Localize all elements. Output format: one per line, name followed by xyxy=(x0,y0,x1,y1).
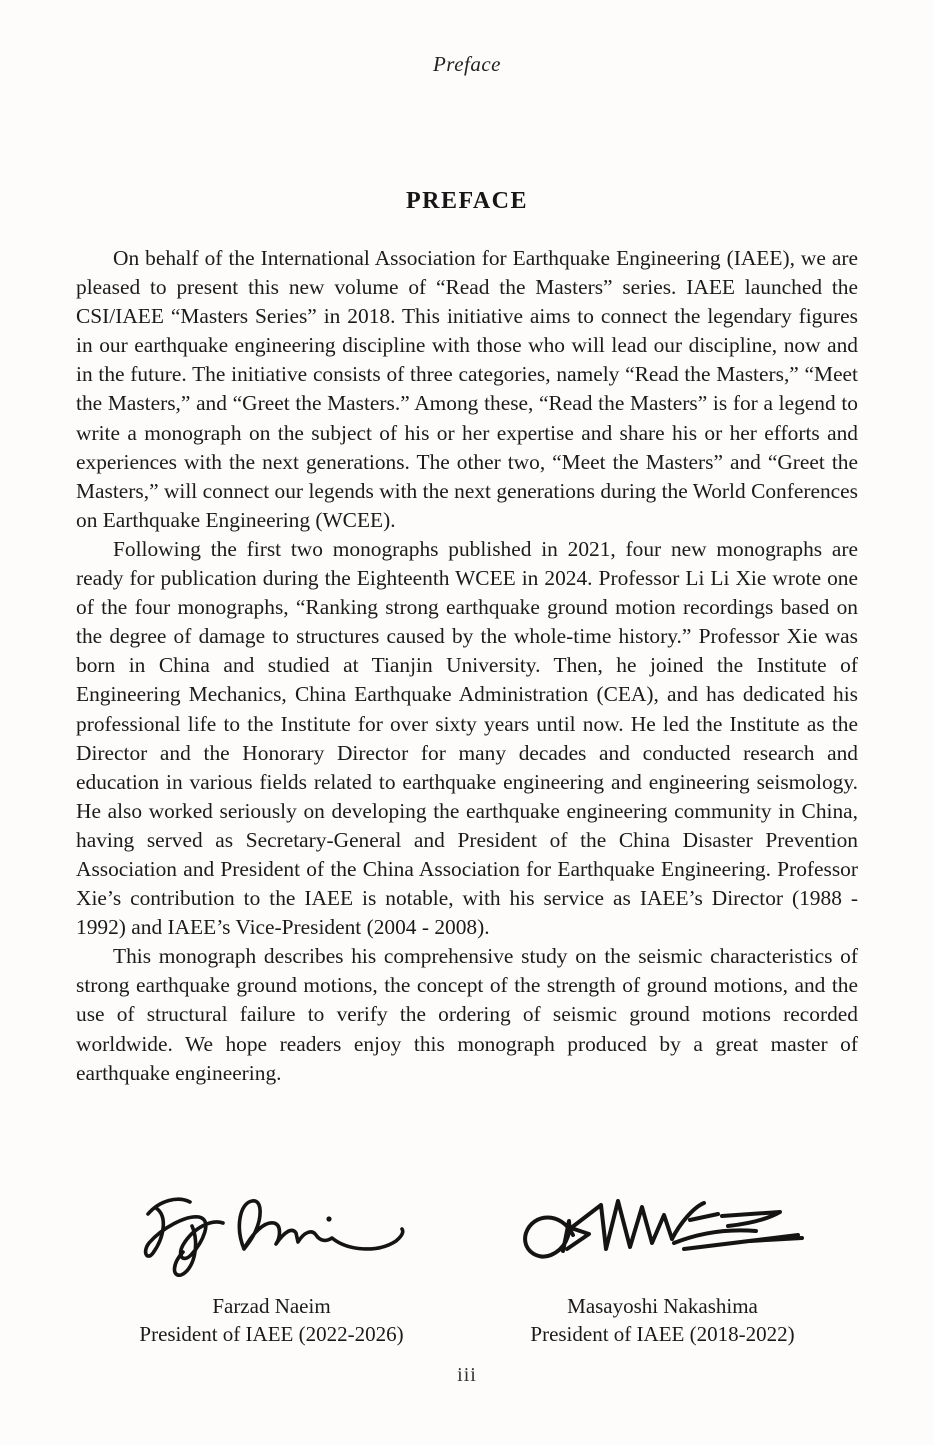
masayoshi-nakashima-signature-image xyxy=(513,1186,813,1286)
signatory-name-left: Farzad Naeim xyxy=(212,1294,331,1318)
farzad-naeim-signature-image xyxy=(132,1186,412,1286)
preface-paragraph-3: This monograph describes his comprehensive study on the seismic characteristics of strong earthquake ground motions, the concept of the strength of ground motions, and the use of structural failure to verify the ordering of seismic ground motions recorded worldwide. We hope readers enjoy this monograph produced by a great master of earthquake engineering. xyxy=(76,944,858,1085)
preface-paragraph-2: Following the first two monographs published in 2021, four new monographs are ready for publication during the Eighteenth WCEE in 2024. Professor Li Li Xie wrote one of the four monographs, “Ranking strong earthquake ground motion recordings based on the degree of damage to structures caused by the whole-time history.” Professor Xie was born in China and studied at Tianjin University. Then, he joined the Institute of Engineering Mechanics, China Earthquake Administration (CEA), and has dedicated his professional life to the Institute for over sixty years until now. He led the Institute as the Director and the Honorary Director for many decades and conducted research and education in various fields related to earthquake engineering and engineering seismology. He also worked seriously on developing the earthquake engineering community in China, having served as Secretary-General and President of the China Disaster Prevention Association and President of the China Association for Earthquake Engineering. Professor Xie’s contribution to the IAEE is notable, with his service as IAEE’s Director (1988 - 1992) and IAEE’s Vice-President (2004 - 2008). xyxy=(76,536,858,940)
signatory-title-right: President of IAEE (2018-2022) xyxy=(530,1322,795,1346)
signatory-name-right: Masayoshi Nakashima xyxy=(567,1294,758,1318)
preface-body xyxy=(76,244,858,1088)
running-head: Preface xyxy=(432,52,502,76)
page-number: iii xyxy=(457,1364,477,1386)
signature-block-left xyxy=(76,1186,467,1348)
signatory-title-left: President of IAEE (2022-2026) xyxy=(139,1322,404,1346)
preface-paragraph-1: On behalf of the International Association for Earthquake Engineering (IAEE), we are pleased to present this new volume of “Read the Masters” series. IAEE launched the CSI/IAEE “Masters Series” in 2018. This initiative aims to connect the legendary figures in our earthquake engineering discipline with those who will lead our discipline, now and in the future. The initiative consists of three categories, namely “Read the Masters,” “Meet the Masters,” and “Greet the Masters.” Among these, “Read the Masters” is for a legend to write a monograph on the subject of his or her expertise and share his or her efforts and experiences with the next generations. The other two, “Meet the Masters” and “Greet the Masters,” will connect our legends with the next generations during the World Conferences on Earthquake Engineering (WCEE). xyxy=(76,246,858,532)
signature-block-right xyxy=(467,1186,858,1348)
signature-section xyxy=(76,1186,858,1348)
page-title: PREFACE xyxy=(405,188,529,214)
